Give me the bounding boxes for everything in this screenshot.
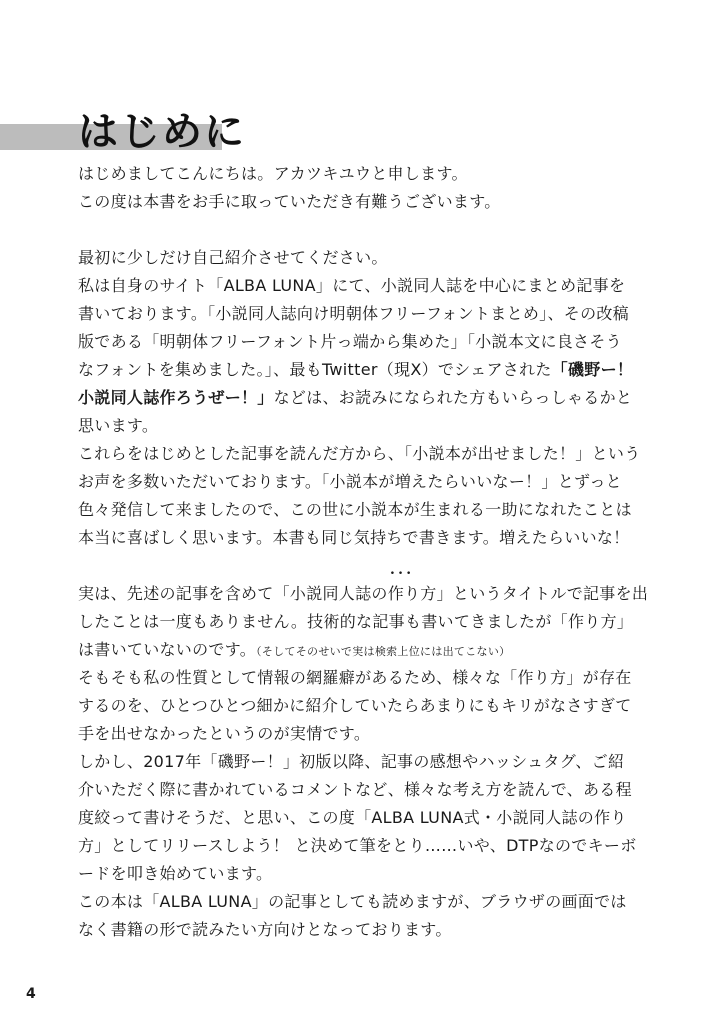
paragraph-line: なく書籍の形で読みたい方向けとなっております。 — [78, 920, 452, 939]
paragraph-line — [78, 384, 638, 412]
paragraph-line: 手を出せなかったというのが実情です。 — [78, 724, 371, 743]
paragraph-line: するのを、ひとつひとつ細かに紹介していたらあまりにもキリがなさすぎて — [78, 696, 632, 715]
paragraph-line — [78, 356, 638, 384]
body-text — [78, 160, 649, 944]
paragraph-line: 版である「明朝体フリーフォント片っ端から集めた」「小説本文に良さそう — [78, 332, 622, 351]
paragraph-line: そもそも私の性質として情報の網羅癖があるため、様々な「作り方」が存在 — [78, 668, 632, 687]
paragraph-line: はじめましてこんにちは。アカツキユウと申します。 — [78, 164, 468, 183]
paragraph-line: この度は本書をお手に取っていただき有難うございます。 — [78, 192, 501, 211]
line-text: 」というタイトルで記事を出 — [436, 584, 649, 603]
bold-article-title: 「磯野ー！ — [551, 360, 634, 379]
paragraph-line: 本当に喜ばしく思います。本書も同じ気持ちで書きます。増えたらいいな！ — [78, 528, 630, 547]
paragraph-line: 最初に少しだけ自己紹介させてください。 — [78, 248, 388, 267]
blank-line — [78, 552, 638, 580]
paragraph-line: この本は「ALBA LUNA」の記事としても読めますが、ブラウザの画面では — [78, 892, 627, 911]
paragraph-line: したことは一度もありません。技術的な記事も書いてきましたが「作り方」 — [78, 612, 634, 631]
paragraph-line: しかし、2017年「磯野ー！」初版以降、記事の感想やハッシュタグ、ご紹 — [78, 752, 625, 771]
paragraph-line — [78, 580, 649, 608]
blank-line — [78, 216, 638, 244]
paragraph-line: これらをはじめとした記事を読んだ方から、「小説本が出せました！」という — [78, 444, 641, 463]
paragraph-line: ードを叩き始めています。 — [78, 864, 273, 883]
bold-article-title: 小説同人誌作ろうぜー！」 — [78, 388, 274, 407]
paragraph-line: 私は自身のサイト「ALBA LUNA」にて、小説同人誌を中心にまとめ記事を — [78, 276, 626, 295]
line-text: なフォントを集めました。」、最もTwitter（現X）でシェアされた — [78, 360, 552, 379]
paragraph-line: 書いております。「小説同人誌向け明朝体フリーフォントまとめ」、その改稿 — [78, 304, 629, 323]
page-number: 4 — [26, 986, 36, 1002]
paragraph-line: お声を多数いただいております。「小説本が増えたらいいなー！」とずっと — [78, 472, 622, 491]
small-aside-note: （そしてそのせいで実は検索上位には出てこない） — [256, 645, 511, 658]
paragraph-line: 介いただく際に書かれているコメントなど、様々な考え方を読んで、ある程 — [78, 780, 632, 799]
paragraph-line: 色々発信して来ましたので、この世に小説本が生まれる一助になれたことは — [78, 500, 632, 519]
paragraph-line: 度絞って書けそうだ、と思い、この度「ALBA LUNA式・小説同人誌の作り — [78, 808, 627, 827]
paragraph-line — [78, 636, 638, 664]
page-title: はじめに — [78, 109, 246, 155]
line-text: などは、お読みになられた方もいらっしゃるかと — [273, 388, 633, 407]
line-text: は書いていないのです。 — [78, 640, 257, 659]
paragraph-line: 方」としてリリースしよう！ と決めて筆をとり……いや、DTPなのでキーボ — [78, 836, 637, 855]
paragraph-line: 思います。 — [78, 416, 159, 435]
line-text: 実は、先述の記事を含めて「小説同人誌の — [78, 584, 388, 603]
emphasis-dotted-text: • • • 作り方 — [388, 580, 437, 608]
